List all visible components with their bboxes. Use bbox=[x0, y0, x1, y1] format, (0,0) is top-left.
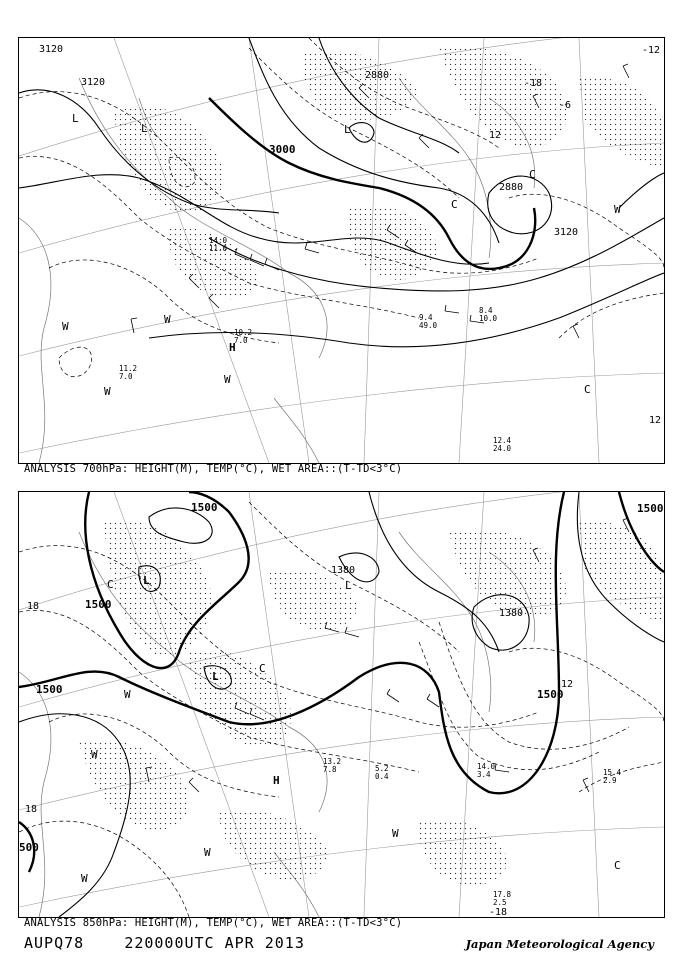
station-dewpoint: 7.0 bbox=[234, 336, 248, 345]
low-center: L bbox=[143, 574, 150, 587]
station-temp: 5.2 bbox=[375, 764, 389, 773]
contour-label: -6 bbox=[559, 100, 572, 111]
station-temp: 14.0 bbox=[209, 236, 228, 245]
station-temp: 12.4 bbox=[493, 436, 512, 445]
warm-center: W bbox=[614, 203, 621, 216]
low-center: L bbox=[212, 670, 219, 683]
station-temp: 10.2 bbox=[234, 328, 253, 337]
station-dewpoint: 11.0 bbox=[209, 244, 228, 253]
map-panel-700hpa bbox=[18, 37, 665, 464]
low-center: L bbox=[345, 579, 352, 592]
contour-label: 1500 bbox=[85, 598, 112, 611]
station-dewpoint: 10.0 bbox=[479, 314, 498, 323]
warm-center: W bbox=[392, 827, 399, 840]
map-700hpa bbox=[19, 38, 664, 463]
contour-label: -18 bbox=[524, 78, 543, 89]
contour-label: 1380 bbox=[331, 565, 356, 576]
cold-center: C bbox=[451, 198, 458, 211]
caption-700hpa: ANALYSIS 700hPa: HEIGHT(M), TEMP(°C), WET AREA::(T-TD<3°C) bbox=[24, 463, 403, 475]
contour-label: 12 bbox=[649, 415, 662, 426]
contour-label: 500 bbox=[19, 841, 39, 854]
warm-center: W bbox=[104, 385, 111, 398]
contour-label: 12 bbox=[489, 130, 502, 141]
station-temp: 14.0 bbox=[477, 762, 496, 771]
contour-label: 3000 bbox=[269, 143, 296, 156]
warm-center: W bbox=[164, 313, 171, 326]
contour-label: -18 bbox=[489, 907, 508, 917]
contour-label: 18 bbox=[27, 601, 40, 612]
wet-area bbox=[114, 47, 664, 299]
high-center: H bbox=[229, 341, 236, 354]
chart-code: AUPQ78 bbox=[24, 934, 85, 952]
contour-label: 18 bbox=[25, 804, 38, 815]
caption-850hpa: ANALYSIS 850hPa: HEIGHT(M), TEMP(°C), WET AREA::(T-TD<3°C) bbox=[24, 917, 403, 929]
cold-center: C bbox=[584, 383, 591, 396]
contour-label: 2880 bbox=[499, 182, 524, 193]
cold-center: C bbox=[259, 662, 266, 675]
warm-center: W bbox=[204, 846, 211, 859]
contour-label: 2880 bbox=[365, 70, 390, 81]
warm-center: W bbox=[224, 373, 231, 386]
contour-label: -12 bbox=[642, 45, 661, 56]
station-dewpoint: 24.0 bbox=[493, 444, 512, 453]
contour-label: 1500 bbox=[36, 683, 63, 696]
warm-center: W bbox=[62, 320, 69, 333]
contour-label: 1500 bbox=[191, 501, 218, 514]
station-temp: 9.4 bbox=[419, 313, 433, 322]
station-dewpoint: 7.8 bbox=[323, 765, 337, 774]
chart-valid-time: 220000UTC APR 2013 bbox=[124, 934, 305, 952]
cold-center: C bbox=[107, 578, 114, 591]
contour-label: 3120 bbox=[554, 227, 579, 238]
warm-center: W bbox=[91, 748, 98, 761]
coastlines bbox=[19, 78, 535, 463]
chart-identifier bbox=[24, 934, 305, 952]
station-temp: 8.4 bbox=[479, 306, 493, 315]
station-temp: 17.8 bbox=[493, 890, 512, 899]
low-center: L bbox=[344, 123, 351, 136]
warm-center: W bbox=[124, 688, 131, 701]
station-temp: 11.2 bbox=[119, 364, 138, 373]
station-dewpoint: 0.4 bbox=[375, 772, 389, 781]
cold-center: C bbox=[529, 168, 536, 181]
station-dewpoint: 3.4 bbox=[477, 770, 491, 779]
contour-label: 1500 bbox=[537, 688, 564, 701]
contour-label: 12 bbox=[561, 679, 574, 690]
contour-label: 1500 bbox=[637, 502, 664, 515]
cold-center: C bbox=[614, 859, 621, 872]
map-850hpa bbox=[19, 492, 664, 917]
station-dewpoint: 7.0 bbox=[119, 372, 133, 381]
high-center: H bbox=[273, 774, 280, 787]
map-panel-850hpa bbox=[18, 491, 665, 918]
station-temp: 13.2 bbox=[323, 757, 342, 766]
station-dewpoint: 2.5 bbox=[493, 898, 507, 907]
warm-center: W bbox=[81, 872, 88, 885]
agency-name: Japan Meteorological Agency bbox=[465, 937, 654, 951]
contour-label: 1380 bbox=[499, 608, 524, 619]
low-center: L bbox=[141, 122, 148, 135]
station-temp: 15.4 bbox=[603, 768, 622, 777]
contour-label: 3120 bbox=[39, 44, 64, 55]
low-center: L bbox=[72, 112, 79, 125]
contour-label: 3120 bbox=[81, 77, 106, 88]
station-dewpoint: 49.0 bbox=[419, 321, 438, 330]
station-dewpoint: 2.9 bbox=[603, 776, 617, 785]
